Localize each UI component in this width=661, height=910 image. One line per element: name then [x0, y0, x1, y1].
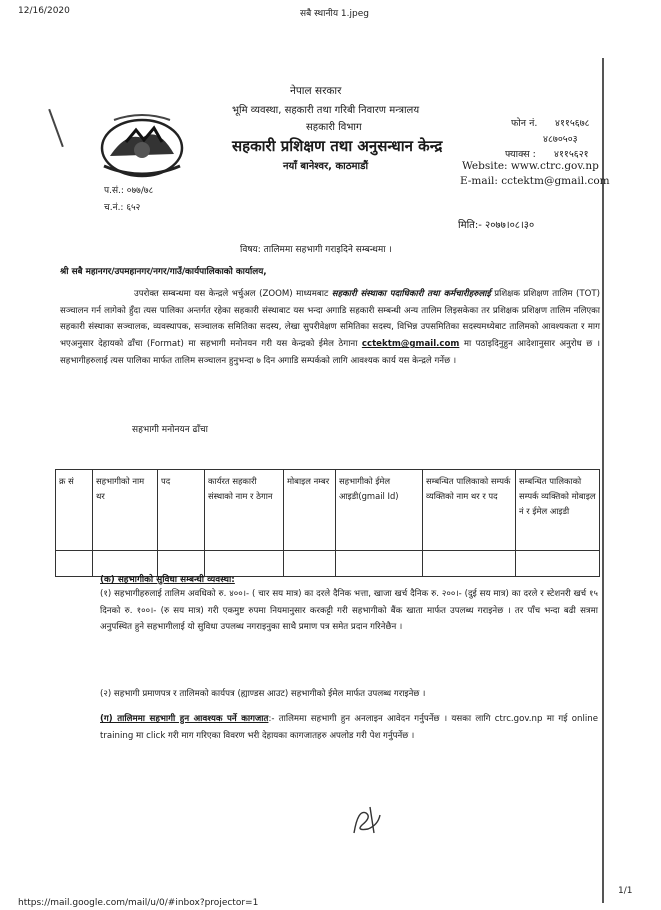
- body-closing: मा पठाइदिनुहुन आदेशानुसार अनुरोध छ । सहभागीहरुलाई त्यस पालिका मार्फत तालिम सञ्चालन हुनुभन्दा ७ दिन अगाडि सम्पर्कको लागि आवश्यक कार्य यस केन्द्रले गर्नेछ ।: [60, 339, 601, 366]
- print-page-number: 1/1: [618, 886, 633, 896]
- scanned-letter: [0, 20, 661, 890]
- section-ka-title: (क) सहभागीको सुविधा सम्बन्धी व्यवस्था:: [100, 575, 235, 585]
- signature-icon: [348, 803, 384, 839]
- table-header: सम्बन्धित पालिकाको सम्पर्क व्यक्तिको मोबाइल नं र ईमेल आइडी: [516, 470, 600, 551]
- body-intro: उपरोक्त सम्बन्धमा यस केन्द्रले भर्चुअल (ZOOM) माध्यमबाट: [134, 289, 329, 299]
- letterhead-department: सहकारी विभाग: [306, 122, 362, 133]
- ref-chn: च.नं.: ६५२: [104, 203, 141, 213]
- table-header: सहभागीको ईमेल आइडी(gmail Id): [336, 470, 423, 551]
- nepal-emblem-icon: [96, 112, 188, 180]
- print-url: https://mail.google.com/mail/u/0/#inbox?projector=1: [18, 898, 259, 908]
- body-email-link[interactable]: cctektm@gmail.com: [361, 339, 460, 350]
- table-header: क्र सं: [56, 470, 93, 551]
- section-ga: [100, 711, 598, 744]
- scan-mark: [48, 109, 64, 147]
- phone-label: फोन नं.: [511, 118, 538, 129]
- phone-2: ४८७०५०३: [543, 134, 578, 145]
- table-cell: [423, 551, 516, 577]
- subject: विषय: तालिममा सहभागी गराइदिने सम्बन्धमा ।: [240, 245, 392, 255]
- table-cell: [56, 551, 93, 577]
- nomination-table: [55, 469, 600, 577]
- print-date: 12/16/2020: [18, 6, 70, 16]
- body-paragraph: [60, 286, 600, 370]
- print-doc-title: सबै स्थानीय 1.jpeg: [300, 9, 369, 19]
- table-cell: [336, 551, 423, 577]
- letter-date: मिति:- २०७७।०८।३०: [458, 220, 535, 231]
- body-main: प्रशिक्षक प्रशिक्षण तालिम (TOT) सञ्चालन गर्न लागेको हुँदा त्यस पालिका अन्तर्गत रहेका सहकारी संस्थाबाट यस भन्दा अगाडि सहकारी सम्बन्धी अन्य तालिम लिइसकेका तर प्रशिक्षक प्रशिक्षण तालिम नलिएका सहकारी संस्थाका सञ्चालक, व्यवस्थापक, सञ्चालक समितिका सदस्य, लेखा सुपरीवेक्षण समितिका सदस्य, विभिन्न उपसमितिका सदस्यमध्येबाट तालिमको आवश्यकता र माग भएअनुसार देहायको ढाँचा (Format) मा सहभागी मनोनयन गरी यस केन्द्रको ईमेल ठेगाना: [60, 289, 600, 350]
- website: Website: www.ctrc.gov.np: [462, 160, 599, 172]
- ref-ps: प.सं.: ०७७/७८: [104, 186, 154, 196]
- table-header: पद: [158, 470, 205, 551]
- letterhead-gov: नेपाल सरकार: [290, 85, 342, 97]
- addressee: श्री सबै महानगर/उपमहानगर/नगर/गाउँ/कार्यपालिकाको कार्यालय,: [60, 267, 267, 277]
- table-cell: [284, 551, 336, 577]
- table-label: सहभागी मनोनयन ढाँचा: [132, 425, 209, 435]
- table-header: कार्यरत सहकारी संस्थाको नाम र ठेगान: [205, 470, 284, 551]
- table-cell: [516, 551, 600, 577]
- letterhead-address: नयाँ बानेश्वर, काठमाडौं: [283, 161, 369, 172]
- letterhead-center: सहकारी प्रशिक्षण तथा अनुसन्धान केन्द्र: [232, 137, 443, 155]
- phone-1: ४११५६७८: [555, 118, 590, 129]
- table-header: सम्बन्धित पालिकाको सम्पर्क व्यक्तिको नाम थर र पद: [423, 470, 516, 551]
- letterhead-ministry: भूमि व्यवस्था, सहकारी तथा गरिबी निवारण मन्त्रालय: [232, 105, 420, 116]
- table-header: मोबाइल नम्बर: [284, 470, 336, 551]
- fax-label: फ्याक्स :: [505, 149, 536, 160]
- section-ka-item-1: (१) सहभागीहरुलाई तालिम अवधिको रु. ४००।- ( चार सय मात्र) का दरले दैनिक भत्ता, खाजा खर्च दैनिक रु. २००।- (दुई सय मात्र) का दरले र स्टेशनरी खर्च १५ दिनको रु. १००।- (रु सय मात्र) गरी एकमुष्ट रुपमा नियमानुसार करकट्टी गरी सहभागीको बैंक खाता मार्फत उपलब्ध गराइनेछ । तर पाँच भन्दा बढी सत्रमा अनुपस्थित हुने सहभागीलाई यो सुविधा उपलब्ध नगराइनुका साथै प्रमाण पत्र समेत प्रदान गरिनेछैन ।: [100, 589, 598, 633]
- email: E-mail: cctektm@gmail.com: [460, 175, 610, 187]
- fax-number: ४११५६२१: [554, 149, 589, 160]
- body-target: सहकारी संस्थाका पदाधिकारी तथा कर्मचारीहरुलाई: [331, 289, 491, 299]
- section-ga-text: :- तालिममा सहभागी हुन अनलाइन आवेदन गर्नुपर्नेछ । यसका लागि ctrc.gov.np मा गई online training मा click गरी माग गरिएका विवरण भरी देहायका कागजातहरु अपलोड गरी पेश गर्नुपर्नेछ ।: [100, 714, 598, 741]
- section-ka-item-2: (२) सहभागी प्रमाणपत्र र तालिमको कार्यपत्र (ह्याण्डस आउट) सहभागीको ईमेल मार्फत उपलब्ध गराइनेछ ।: [100, 689, 426, 699]
- table-header: सहभागीको नाम थर: [93, 470, 158, 551]
- section-ga-title: (ग) तालिममा सहभागी हुन आवश्यक पर्ने कागजात: [100, 714, 269, 724]
